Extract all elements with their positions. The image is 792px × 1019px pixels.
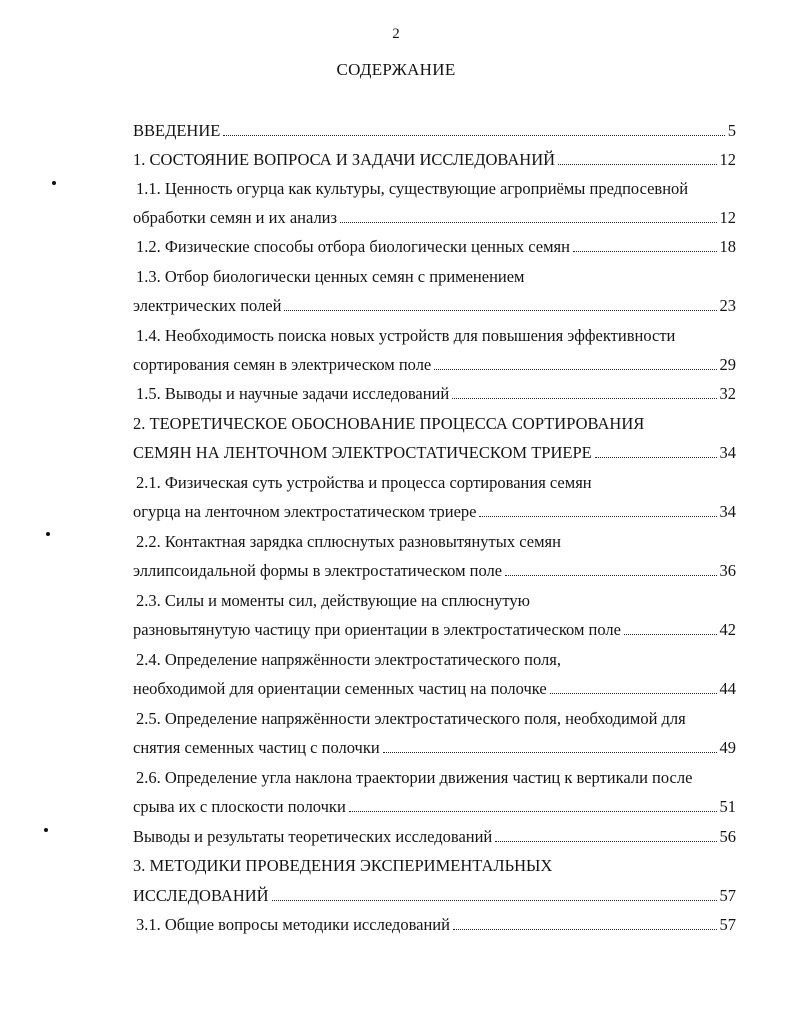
toc-entry-title: 2.5. Определение напряжённости электростатического поля, необходимой для [136,709,686,728]
toc-entry [133,295,736,317]
toc-entry-title: 2.6. Определение угла наклона траектории движения частиц к вертикали после [136,768,693,787]
toc-leader-dots [595,442,717,458]
toc-entry-title: разновытянутую частицу при ориентации в электростатическом поле [133,620,621,639]
toc-entry-title: 2.3. Силы и моменты сил, действующие на сплюснутую [136,591,530,610]
toc-entry [136,531,561,553]
toc-entry-title: 2.4. Определение напряжённости электростатического поля, [136,650,561,669]
toc-entry-page: 12 [719,208,736,227]
toc-entry-title: 3.1. Общие вопросы методики исследований [136,915,450,934]
toc-entry [133,855,552,877]
toc-leader-dots [624,619,717,635]
toc-entry [136,236,736,258]
toc-entry [133,354,736,376]
toc-entry [133,149,736,171]
toc-entry-page: 32 [719,384,736,403]
toc-leader-dots [452,383,716,399]
toc-entry-page: 51 [719,797,736,816]
toc-entry [136,472,592,494]
toc-entry-title: 2.1. Физическая суть устройства и процесса сортирования семян [136,473,592,492]
toc-entry [136,708,686,730]
toc-entry-title: срыва их с плоскости полочки [133,797,346,816]
toc-entry-page: 5 [727,121,736,140]
toc-leader-dots [340,207,716,223]
toc-entry [133,885,736,907]
toc-entry [133,207,736,229]
toc-entry [133,413,644,435]
toc-entry-title: 1.1. Ценность огурца как культуры, существующие агроприёмы предпосевной [136,179,689,198]
scan-speck [44,828,48,832]
toc-entry-title: 1.2. Физические способы отбора биологически ценных семян [136,237,570,256]
toc-entry-page: 18 [719,237,736,256]
toc-leader-dots [550,678,717,694]
toc-entry-title: эллипсоидальной формы в электростатическом поле [133,561,503,580]
toc-entry-title: снятия семенных частиц с полочки [133,738,380,757]
toc-entry-page: 12 [719,150,736,169]
toc-entry-title: 1.5. Выводы и научные задачи исследований [136,384,450,403]
toc-entry-page: 23 [719,296,736,315]
toc-leader-dots [453,914,717,930]
toc-entry-title: 1.4. Необходимость поиска новых устройств для повышения эффективности [136,326,676,345]
toc-entry-title: ИССЛЕДОВАНИЙ [133,886,269,905]
toc-entry [133,678,736,700]
toc-leader-dots [383,737,717,753]
page-title: СОДЕРЖАНИЕ [336,60,456,79]
toc-entry [133,826,736,848]
toc-entry-page: 57 [719,886,736,905]
toc-entry-title: 3. МЕТОДИКИ ПРОВЕДЕНИЯ ЭКСПЕРИМЕНТАЛЬНЫХ [133,856,553,875]
toc-entry-title: необходимой для ориентации семенных частиц на полочке [133,679,547,698]
toc-entry-page: 34 [719,443,736,462]
toc-entry-page: 57 [719,915,736,934]
toc-leader-dots [223,120,724,136]
toc-leader-dots [558,149,716,165]
toc-entry-title: Выводы и результаты теоретических исследований [133,827,493,846]
toc-entry [133,560,736,582]
scan-speck [46,532,50,536]
toc-entry-page: 49 [719,738,736,757]
toc-entry [136,767,692,789]
page-number: 2 [392,26,400,42]
toc-entry [133,796,736,818]
toc-leader-dots [505,560,716,576]
toc-entry-title: огурца на ленточном электростатическом триере [133,502,477,521]
toc-entry-page: 56 [719,827,736,846]
toc-leader-dots [495,826,716,842]
toc-entry-title: обработки семян и их анализ [133,208,338,227]
toc-entry-title: сортирования семян в электрическом поле [133,355,432,374]
toc-entry [136,325,675,347]
toc-leader-dots [434,354,716,370]
toc-entry-page: 42 [719,620,736,639]
toc-entry-page: 34 [719,502,736,521]
toc-leader-dots [272,885,717,901]
toc-entry-title: ВВЕДЕНИЕ [133,121,221,140]
toc-entry-title: СЕМЯН НА ЛЕНТОЧНОМ ЭЛЕКТРОСТАТИЧЕСКОМ ТРИЕРЕ [133,443,592,462]
toc-entry-title: 1.3. Отбор биологически ценных семян с применением [136,267,525,286]
toc-leader-dots [573,236,717,252]
toc-entry-title: 2. ТЕОРЕТИЧЕСКОЕ ОБОСНОВАНИЕ ПРОЦЕССА СОРТИРОВАНИЯ [133,414,645,433]
toc-entry [136,383,736,405]
toc-entry-title: электрических полей [133,296,282,315]
toc-entry [133,619,736,641]
scan-speck [52,181,56,185]
toc-leader-dots [349,796,717,812]
toc-leader-dots [479,501,716,517]
toc-entry [136,266,525,288]
toc-entry [136,649,561,671]
toc-entry [133,120,736,142]
toc-entry [133,442,736,464]
toc-entry-title: 2.2. Контактная зарядка сплюснутых разновытянутых семян [136,532,561,551]
toc-entry-page: 44 [719,679,736,698]
toc-entry [136,178,688,200]
toc-entry-page: 29 [719,355,736,374]
toc-leader-dots [284,295,716,311]
toc-entry [136,590,530,612]
toc-entry [133,737,736,759]
toc-entry [133,501,736,523]
toc-entry-title: 1. СОСТОЯНИЕ ВОПРОСА И ЗАДАЧИ ИССЛЕДОВАНИЙ [133,150,556,169]
toc-entry-page: 36 [719,561,736,580]
toc-entry [136,914,736,936]
